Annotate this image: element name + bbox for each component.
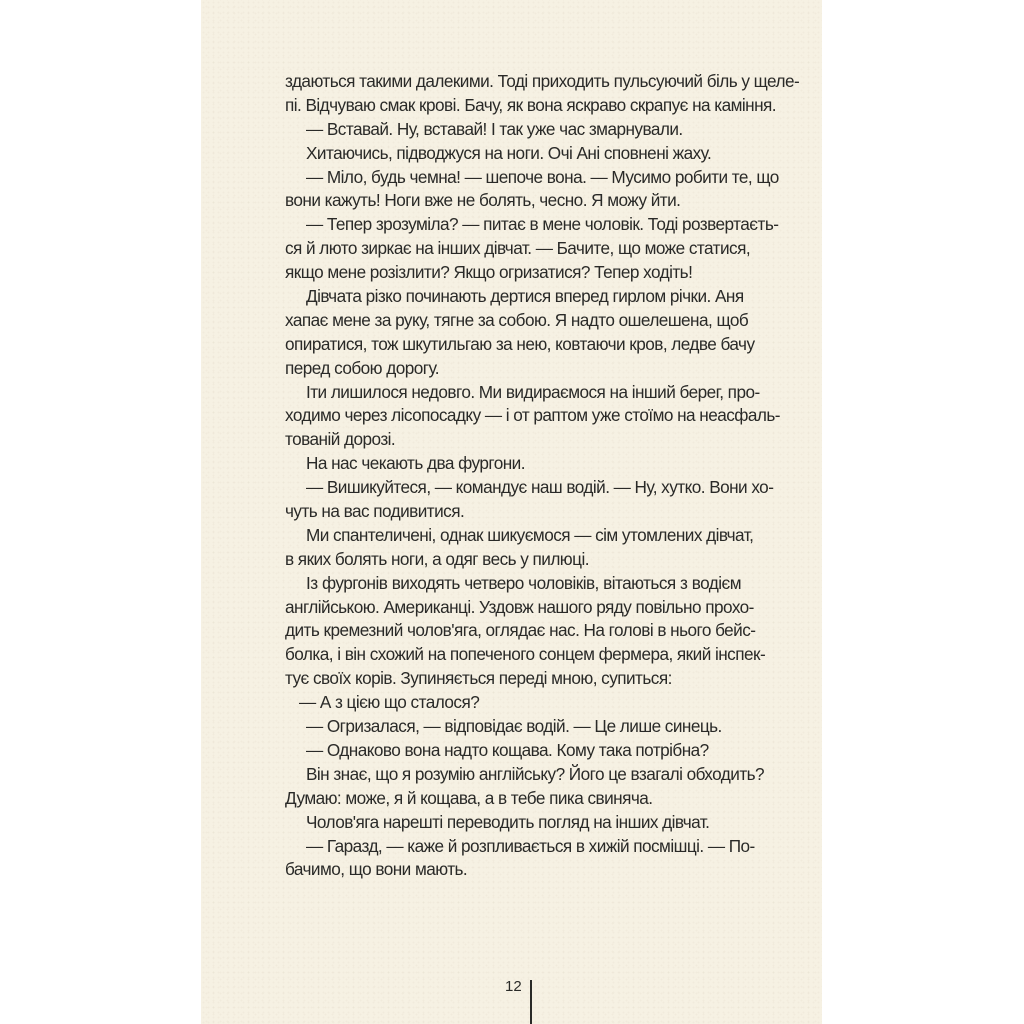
dialogue-line: — Міло, будь чемна! — шепоче вона. — Мусимо робити те, що [306,166,779,187]
text-line: хапає мене за руку, тягне за собою. Я надто ошелешена, щоб [285,309,749,330]
text-line: Чолов'яга нарешті переводить погляд на інших дівчат. [306,811,710,832]
text-line: опиратися, тож шкутильгаю за нею, ковтаючи кров, ледве бачу [285,333,755,354]
text-line: Він знає, що я розумію англійську? Його це взагалі обходить? [306,763,765,784]
dialogue-line: — Огризалася, — відповідає водій. — Це лише синець. [306,716,722,737]
dialogue-line: ся й люто зиркає на інших дівчат. — Бачите, що може статися, [285,238,751,259]
dialogue-line: бачимо, що вони мають. [285,859,468,880]
text-line: здаються такими далекими. Тоді приходить пульсуючий біль у щеле- [285,71,800,91]
text-line: англійською. Американці. Уздовж нашого ряду повільно прохо- [285,596,754,617]
text-line: ходимо через лісопосадку — і от раптом уже стоїмо на неасфаль- [285,405,780,426]
dialogue-line: — Гаразд, — каже й розпливається в хижій посмішці. — По- [306,835,755,856]
text-line: Думаю: може, я й кощава, а в тебе пика свиняча. [285,787,653,808]
dialogue-line: — Тепер зрозуміла? — питає в мене чоловік. Тоді розвертаєть- [306,214,779,235]
text-line: тує своїх корів. Зупиняється переді мною, супиться: [285,668,672,689]
page-number: 12 [505,978,522,995]
dialogue-line: — А з цією що сталося? [299,692,480,713]
text-line: болка, і він схожий на попеченого сонцем фермера, який інспек- [285,644,766,665]
text-line: Із фургонів виходять четверо чоловіків, вітаються з водієм [306,572,741,593]
dialogue-line: чуть на вас подивитися. [285,501,465,522]
text-line: Дівчата різко починають дертися вперед гирлом річки. Аня [306,286,744,307]
book-page [201,0,822,1024]
page-body-text [285,70,800,882]
dialogue-line: якщо мене розізлити? Якщо огризатися? Тепер ходіть! [285,262,693,283]
text-line: На нас чекають два фургони. [306,453,525,474]
text-line: в яких болять ноги, а одяг весь у пилюці. [285,548,589,569]
dialogue-line: — Однаково вона надто кощава. Кому така потрібна? [306,739,709,760]
dialogue-line: вони кажуть! Ноги вже не болять, чесно. Я можу йти. [285,190,681,211]
text-line: Іти лишилося недовго. Ми видираємося на інший берег, про- [306,381,760,402]
text-line: тованій дорозі. [285,429,396,450]
text-line: перед собою дорогу. [285,357,439,378]
text-line: пі. Відчуваю смак крові. Бачу, як вона яскраво скрапує на каміння. [285,94,777,115]
dialogue-line: — Вставай. Ну, вставай! І так уже час змарнували. [306,118,683,139]
text-line: Ми спантеличені, однак шикуємося — сім утомлених дівчат, [306,524,754,545]
text-line: дить кремезний чолов'яга, оглядає нас. На голові в нього бейс- [285,620,756,641]
dialogue-line: — Вишикуйтеся, — командує наш водій. — Ну, хутко. Вони хо- [306,477,774,498]
page-number-rule [530,980,532,1024]
text-line: Хитаючись, підводжуся на ноги. Очі Ані сповнені жаху. [306,142,712,163]
